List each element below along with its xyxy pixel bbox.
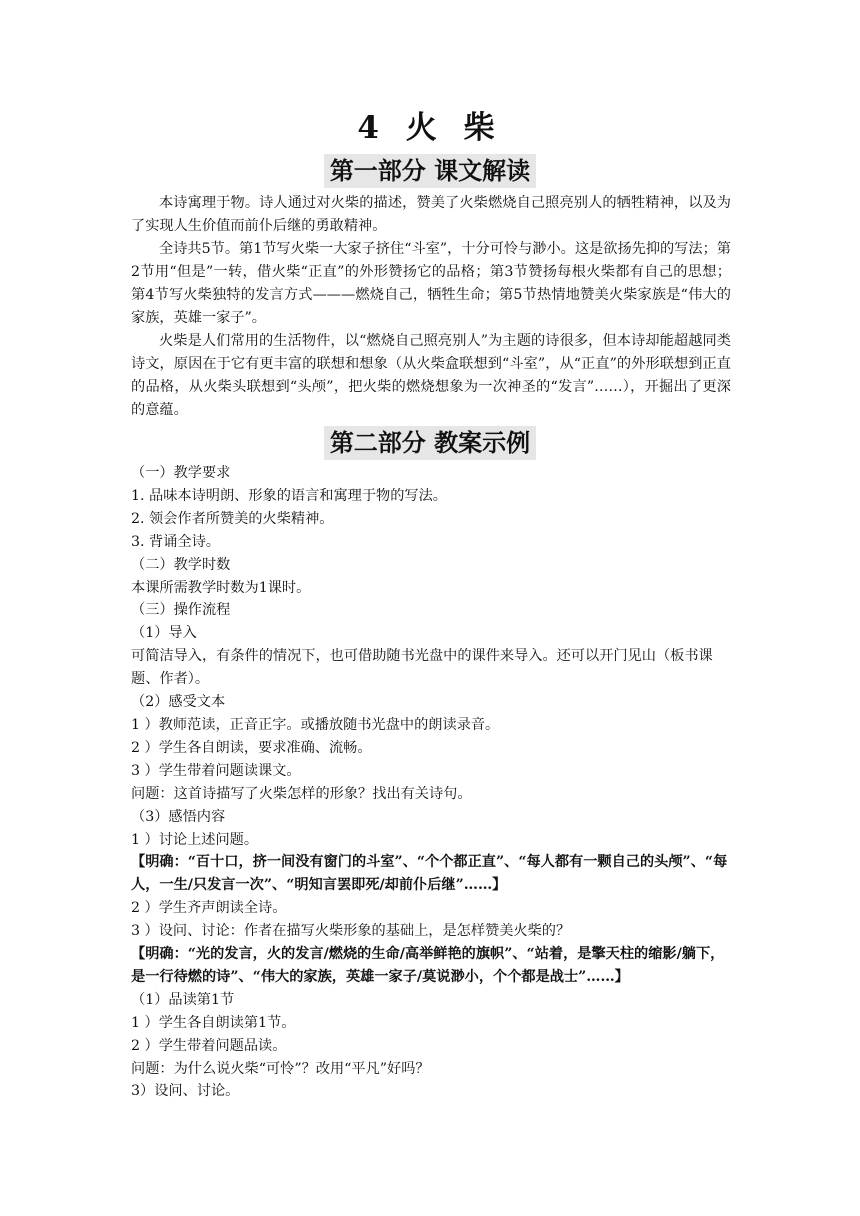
part2-heading: 第二部分 教案示例: [324, 426, 536, 460]
step-heading: （3）感悟内容: [131, 808, 226, 825]
list-item: 本课所需教学时数为1课时。: [131, 579, 311, 596]
list-item: 2 ）学生带着问题品读。: [131, 1037, 287, 1054]
list-item: 1 ）学生各自朗读第1节。: [131, 1014, 296, 1031]
list-item: 2 ）学生各自朗读，要求准确、流畅。: [131, 739, 372, 756]
section-heading-procedure: （三）操作流程: [131, 602, 231, 619]
list-item: 2 ）学生齐声朗读全诗。: [131, 900, 287, 917]
list-item: 3）设问、讨论。: [131, 1083, 240, 1100]
list-item: 1 ）讨论上述问题。: [131, 831, 259, 848]
part1-paragraph: 火柴是人们常用的生活物件，以“燃烧自己照亮别人”为主题的诗很多，但本诗却能超越同类诗文，原因在于它有更丰富的联想和想象（从火柴盒联想到“斗室”，从“正直”的外形联想到正直的品格，从火柴头联想到“头颅”，把火柴的燃烧想象为一次神圣的“发言”……），开掘出了更深的意蕴。: [131, 333, 731, 418]
lesson-title: 4 火 柴: [357, 110, 503, 146]
part1-heading: 第一部分 课文解读: [324, 154, 536, 188]
list-item: 3 ）学生带着问题读课文。: [131, 762, 301, 779]
list-item: 2. 领会作者所赞美的火柴精神。: [131, 510, 334, 527]
part1-paragraph: 全诗共5节。第1节写火柴一大家子挤住“斗室”，十分可怜与渺小。这是欲扬先抑的写法；第2节用“但是”一转，借火柴“正直”的外形赞扬它的品格；第3节赞扬每根火柴都有自己的思想；第4节写火柴独特的发言方式———燃烧自己，牺牲生命；第5节热情地赞美火柴家族是“伟大的家族，英雄一家子”。: [131, 241, 731, 326]
part1-paragraph: 本诗寓理于物。诗人通过对火柴的描述，赞美了火柴燃烧自己照亮别人的牺牲精神，以及为了实现人生价值而前仆后继的勇敢精神。: [131, 195, 731, 234]
section-heading-requirements: （一）教学要求: [131, 465, 231, 481]
part1-heading-wrapper: [0, 154, 860, 188]
part2-heading-wrapper: [0, 426, 860, 460]
step-heading: （1）导入: [131, 625, 197, 642]
list-item: 1 ）教师范读，正音正字。或播放随书光盘中的朗读录音。: [131, 716, 500, 733]
part1-body: [131, 192, 731, 422]
step-heading: （2）感受文本: [131, 694, 226, 711]
part2-body: [131, 462, 736, 1103]
answer-note: 【明确：“百十口，挤一间没有窗门的斗室”、“个个都正直”、“每人都有一颗自己的头颅”、“每人，一生/只发言一次”、“明知言罢即死/却前仆后继”……】: [131, 854, 728, 894]
question-text: 问题：为什么说火柴“可怜”？改用“平凡”好吗？: [131, 1060, 430, 1077]
answer-note: 【明确：“光的发言，火的发言/燃烧的生命/高举鲜艳的旗帜”、“站着，是擎天柱的缩影/躺下，是一行待燃的诗”、“伟大的家族，英雄一家子/莫说渺小，个个都是战士”……】: [131, 946, 725, 985]
list-item: 1. 品味本诗明朗、形象的语言和寓理于物的写法。: [131, 487, 447, 504]
list-item: 3 ）设问、讨论：作者在描写火柴形象的基础上，是怎样赞美火柴的？: [131, 923, 571, 940]
list-item: 可简洁导入，有条件的情况下，也可借助随书光盘中的课件来导入。还可以开门见山（板书课题、作者）。: [131, 648, 713, 688]
list-item: 3. 背诵全诗。: [131, 533, 220, 550]
question-text: 问题：这首诗描写了火柴怎样的形象？找出有关诗句。: [131, 785, 472, 802]
step-heading: （1）品读第1节: [131, 991, 235, 1008]
section-heading-hours: （二）教学时数: [131, 556, 231, 573]
